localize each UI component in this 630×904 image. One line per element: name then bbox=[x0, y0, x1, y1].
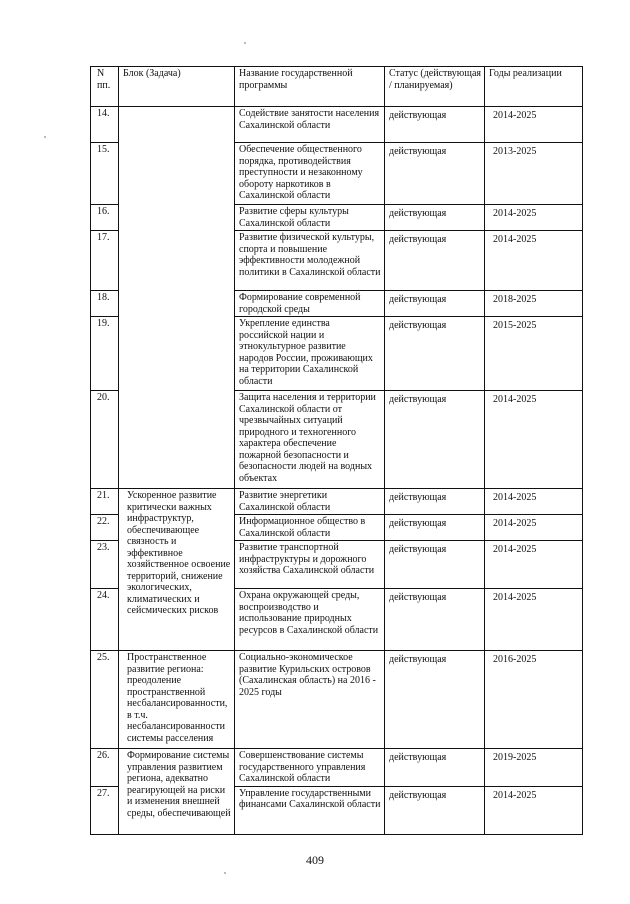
program-name: Развитие энергетики Сахалинской области bbox=[235, 489, 385, 515]
row-num: 15. bbox=[91, 143, 119, 205]
row-num: 24. bbox=[91, 589, 119, 651]
block-task-governance: Формирование системы управления развитием региона, адекватно реагирующей на риски и изменения внешней среды, обеспечивающей bbox=[119, 749, 235, 835]
status-value: действующая bbox=[385, 107, 485, 143]
status-value: действующая bbox=[385, 391, 485, 489]
header-num: N пп. bbox=[91, 67, 119, 107]
years-value: 2019-2025 bbox=[485, 749, 583, 787]
status-value: действующая bbox=[385, 541, 485, 589]
table-row bbox=[91, 489, 583, 515]
program-name: Охрана окружающей среды, воспроизводство и использование природных ресурсов в Сахалинской области bbox=[235, 589, 385, 651]
status-value: действующая bbox=[385, 231, 485, 291]
header-program: Название государственной программы bbox=[235, 67, 385, 107]
years-value: 2014-2025 bbox=[485, 515, 583, 541]
scan-mark bbox=[44, 136, 46, 138]
row-num: 17. bbox=[91, 231, 119, 291]
header-years: Годы реализации bbox=[485, 67, 583, 107]
row-num: 27. bbox=[91, 786, 119, 834]
header-block: Блок (Задача) bbox=[119, 67, 235, 107]
program-name: Содействие занятости населения Сахалинской области bbox=[235, 107, 385, 143]
program-name: Формирование современной городской среды bbox=[235, 291, 385, 317]
row-num: 21. bbox=[91, 489, 119, 515]
years-value: 2014-2025 bbox=[485, 391, 583, 489]
row-num: 25. bbox=[91, 651, 119, 749]
program-name: Защита населения и территории Сахалинской области от чрезвычайных ситуаций природного и техногенного характера обеспечение пожарной безопасности и безопасности людей на водных объектах bbox=[235, 391, 385, 489]
years-value: 2013-2025 bbox=[485, 143, 583, 205]
page-number: 409 bbox=[306, 853, 324, 867]
table-header-row bbox=[91, 67, 583, 107]
program-name: Социально-экономическое развитие Курильских островов (Сахалинская область) на 2016 - 2025 годы bbox=[235, 651, 385, 749]
years-value: 2014-2025 bbox=[485, 205, 583, 231]
program-name: Управление государственными финансами Сахалинской области bbox=[235, 786, 385, 834]
years-value: 2018-2025 bbox=[485, 291, 583, 317]
years-value: 2016-2025 bbox=[485, 651, 583, 749]
status-value: действующая bbox=[385, 489, 485, 515]
block-task-spatial: Пространственное развитие региона: преодоление пространственной несбалансированности, в т.ч. несбалансированности системы расселения bbox=[119, 651, 235, 749]
years-value: 2014-2025 bbox=[485, 489, 583, 515]
status-value: действующая bbox=[385, 317, 485, 391]
status-value: действующая bbox=[385, 786, 485, 834]
years-value: 2014-2025 bbox=[485, 589, 583, 651]
status-value: действующая bbox=[385, 205, 485, 231]
years-value: 2014-2025 bbox=[485, 786, 583, 834]
program-name: Совершенствование системы государственного управления Сахалинской области bbox=[235, 749, 385, 787]
status-value: действующая bbox=[385, 651, 485, 749]
row-num: 23. bbox=[91, 541, 119, 589]
program-name: Развитие транспортной инфраструктуры и дорожного хозяйства Сахалинской области bbox=[235, 541, 385, 589]
row-num: 20. bbox=[91, 391, 119, 489]
row-num: 22. bbox=[91, 515, 119, 541]
years-value: 2015-2025 bbox=[485, 317, 583, 391]
years-value: 2014-2025 bbox=[485, 107, 583, 143]
header-status: Статус (действующая / планируемая) bbox=[385, 67, 485, 107]
program-name: Информационное общество в Сахалинской области bbox=[235, 515, 385, 541]
status-value: действующая bbox=[385, 749, 485, 787]
row-num: 16. bbox=[91, 205, 119, 231]
program-name: Укрепление единства российской нации и этнокультурное развитие народов России, проживающих на территории Сахалинской области bbox=[235, 317, 385, 391]
row-num: 14. bbox=[91, 107, 119, 143]
row-num: 19. bbox=[91, 317, 119, 391]
status-value: действующая bbox=[385, 515, 485, 541]
row-num: 26. bbox=[91, 749, 119, 787]
scan-mark bbox=[224, 872, 226, 874]
program-name: Обеспечение общественного порядка, противодействия преступности и незаконному обороту наркотиков в Сахалинской области bbox=[235, 143, 385, 205]
block-cell-empty bbox=[119, 107, 235, 489]
table-row bbox=[91, 749, 583, 787]
status-value: действующая bbox=[385, 143, 485, 205]
block-task-infrastructure: Ускоренное развитие критически важных инфраструктур, обеспечивающее связность и эффективное хозяйственное освоение территорий, снижение экологических, климатических и сейсмических рисков bbox=[119, 489, 235, 651]
years-value: 2014-2025 bbox=[485, 231, 583, 291]
status-value: действующая bbox=[385, 589, 485, 651]
program-name: Развитие физической культуры, спорта и повышение эффективности молодежной политики в Сахалинской области bbox=[235, 231, 385, 291]
scan-mark bbox=[244, 42, 246, 44]
years-value: 2014-2025 bbox=[485, 541, 583, 589]
programs-table bbox=[90, 66, 583, 835]
program-name: Развитие сферы культуры Сахалинской области bbox=[235, 205, 385, 231]
table-row bbox=[91, 107, 583, 143]
status-value: действующая bbox=[385, 291, 485, 317]
row-num: 18. bbox=[91, 291, 119, 317]
table-row bbox=[91, 651, 583, 749]
